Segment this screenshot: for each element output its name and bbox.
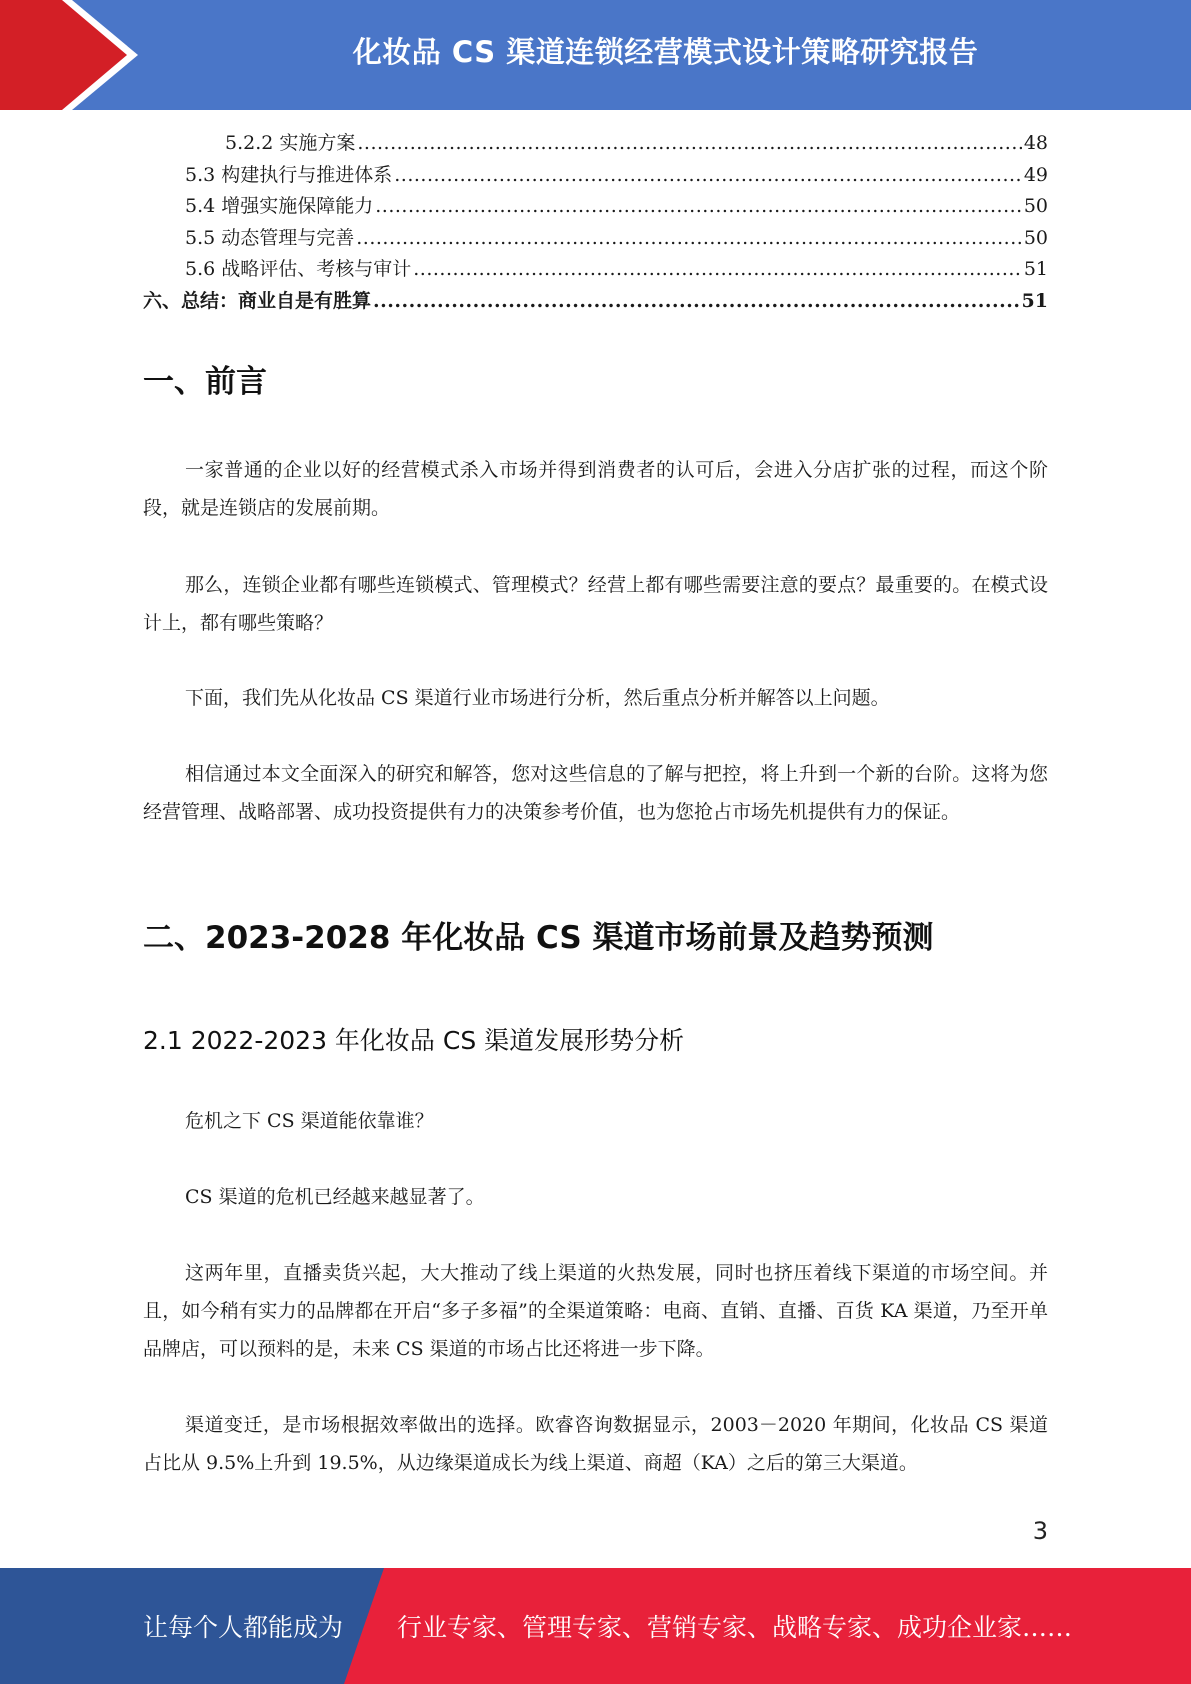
paragraph: 相信通过本文全面深入的研究和解答，您对这些信息的了解与把控，将上升到一个新的台阶。这将为您经营管理、战略部署、成功投资提供有力的决策参考价值，也为您抢占市场先机提供有力的保证。 — [143, 763, 1048, 823]
toc-entry-page: 51 — [1023, 258, 1048, 280]
paragraph: CS 渠道的危机已经越来越显著了。 — [185, 1186, 485, 1208]
paragraph: 一家普通的企业以好的经营模式杀入市场并得到消费者的认可后，会进入分店扩张的过程，而这个阶段，就是连锁店的发展前期。 — [143, 459, 1048, 519]
toc-entry-page: 49 — [1023, 163, 1048, 186]
toc-leader-dots — [394, 160, 1022, 192]
paragraph: 下面，我们先从化妆品 CS 渠道行业市场进行分析，然后重点分析并解答以上问题。 — [185, 687, 890, 709]
subsection-heading: 2.1 2022-2023 年化妆品 CS 渠道发展形势分析 — [143, 1026, 685, 1055]
section-heading-foreword: 一、前言 — [143, 364, 267, 400]
toc-entry[interactable] — [143, 128, 1048, 160]
section-heading-market-outlook: 二、2023-2028 年化妆品 CS 渠道市场前景及趋势预测 — [143, 920, 934, 956]
toc-entry[interactable] — [143, 223, 1048, 255]
toc-leader-dots — [373, 286, 1020, 318]
toc-entry[interactable] — [143, 191, 1048, 223]
footer-slogan-left: 让每个人都能成为 — [143, 1613, 344, 1642]
toc-entry-title: 5.3 构建执行与推进体系 — [185, 163, 393, 186]
toc-entry-page: 48 — [1023, 132, 1048, 154]
toc-entry-title: 5.2.2 实施方案 — [225, 132, 356, 154]
toc-entry-page: 50 — [1023, 226, 1048, 249]
paragraph: 那么，连锁企业都有哪些连锁模式、管理模式？经营上都有哪些需要注意的要点？最重要的。在模式设计上，都有哪些策略？ — [143, 574, 1048, 634]
toc-leader-dots — [375, 191, 1022, 223]
header-title: 化妆品 CS 渠道连锁经营模式设计策略研究报告 — [352, 34, 979, 69]
toc-leader-dots — [356, 223, 1022, 255]
footer-slogan-right: 行业专家、管理专家、营销专家、战略专家、成功企业家…… — [397, 1613, 1073, 1642]
table-of-contents — [143, 128, 1048, 317]
page-header — [0, 0, 1191, 110]
toc-entry[interactable] — [143, 286, 1048, 318]
toc-entry-page: 50 — [1023, 195, 1048, 217]
paragraph: 这两年里，直播卖货兴起，大大推动了线上渠道的火热发展，同时也挤压着线下渠道的市场空间。并且，如今稍有实力的品牌都在开启“多子多福”的全渠道策略：电商、直销、直播、百货 KA 渠道，乃至开单品牌店，可以预料的是，未来 CS 渠道的市场占比还将进一步下降。 — [143, 1262, 1048, 1360]
toc-entry-title: 六、总结：商业自是有胜算 — [143, 289, 372, 312]
toc-leader-dots — [413, 254, 1022, 286]
page-footer — [0, 1568, 1191, 1684]
toc-entry-page: 51 — [1021, 289, 1048, 312]
toc-entry-title: 5.5 动态管理与完善 — [185, 226, 355, 249]
toc-leader-dots — [357, 128, 1021, 160]
paragraph: 渠道变迁，是市场根据效率做出的选择。欧睿咨询数据显示，2003－2020 年期间，化妆品 CS 渠道占比从 9.5%上升到 19.5%，从边缘渠道成长为线上渠道、商超（KA）之后的第三大渠道。 — [143, 1414, 1048, 1474]
toc-entry-title: 5.4 增强实施保障能力 — [185, 195, 374, 217]
paragraph: 危机之下 CS 渠道能依靠谁？ — [185, 1110, 434, 1132]
toc-entry-title: 5.6 战略评估、考核与审计 — [185, 258, 412, 280]
toc-entry[interactable] — [143, 160, 1048, 192]
toc-entry[interactable] — [143, 254, 1048, 286]
page-number: 3 — [1032, 1517, 1048, 1545]
